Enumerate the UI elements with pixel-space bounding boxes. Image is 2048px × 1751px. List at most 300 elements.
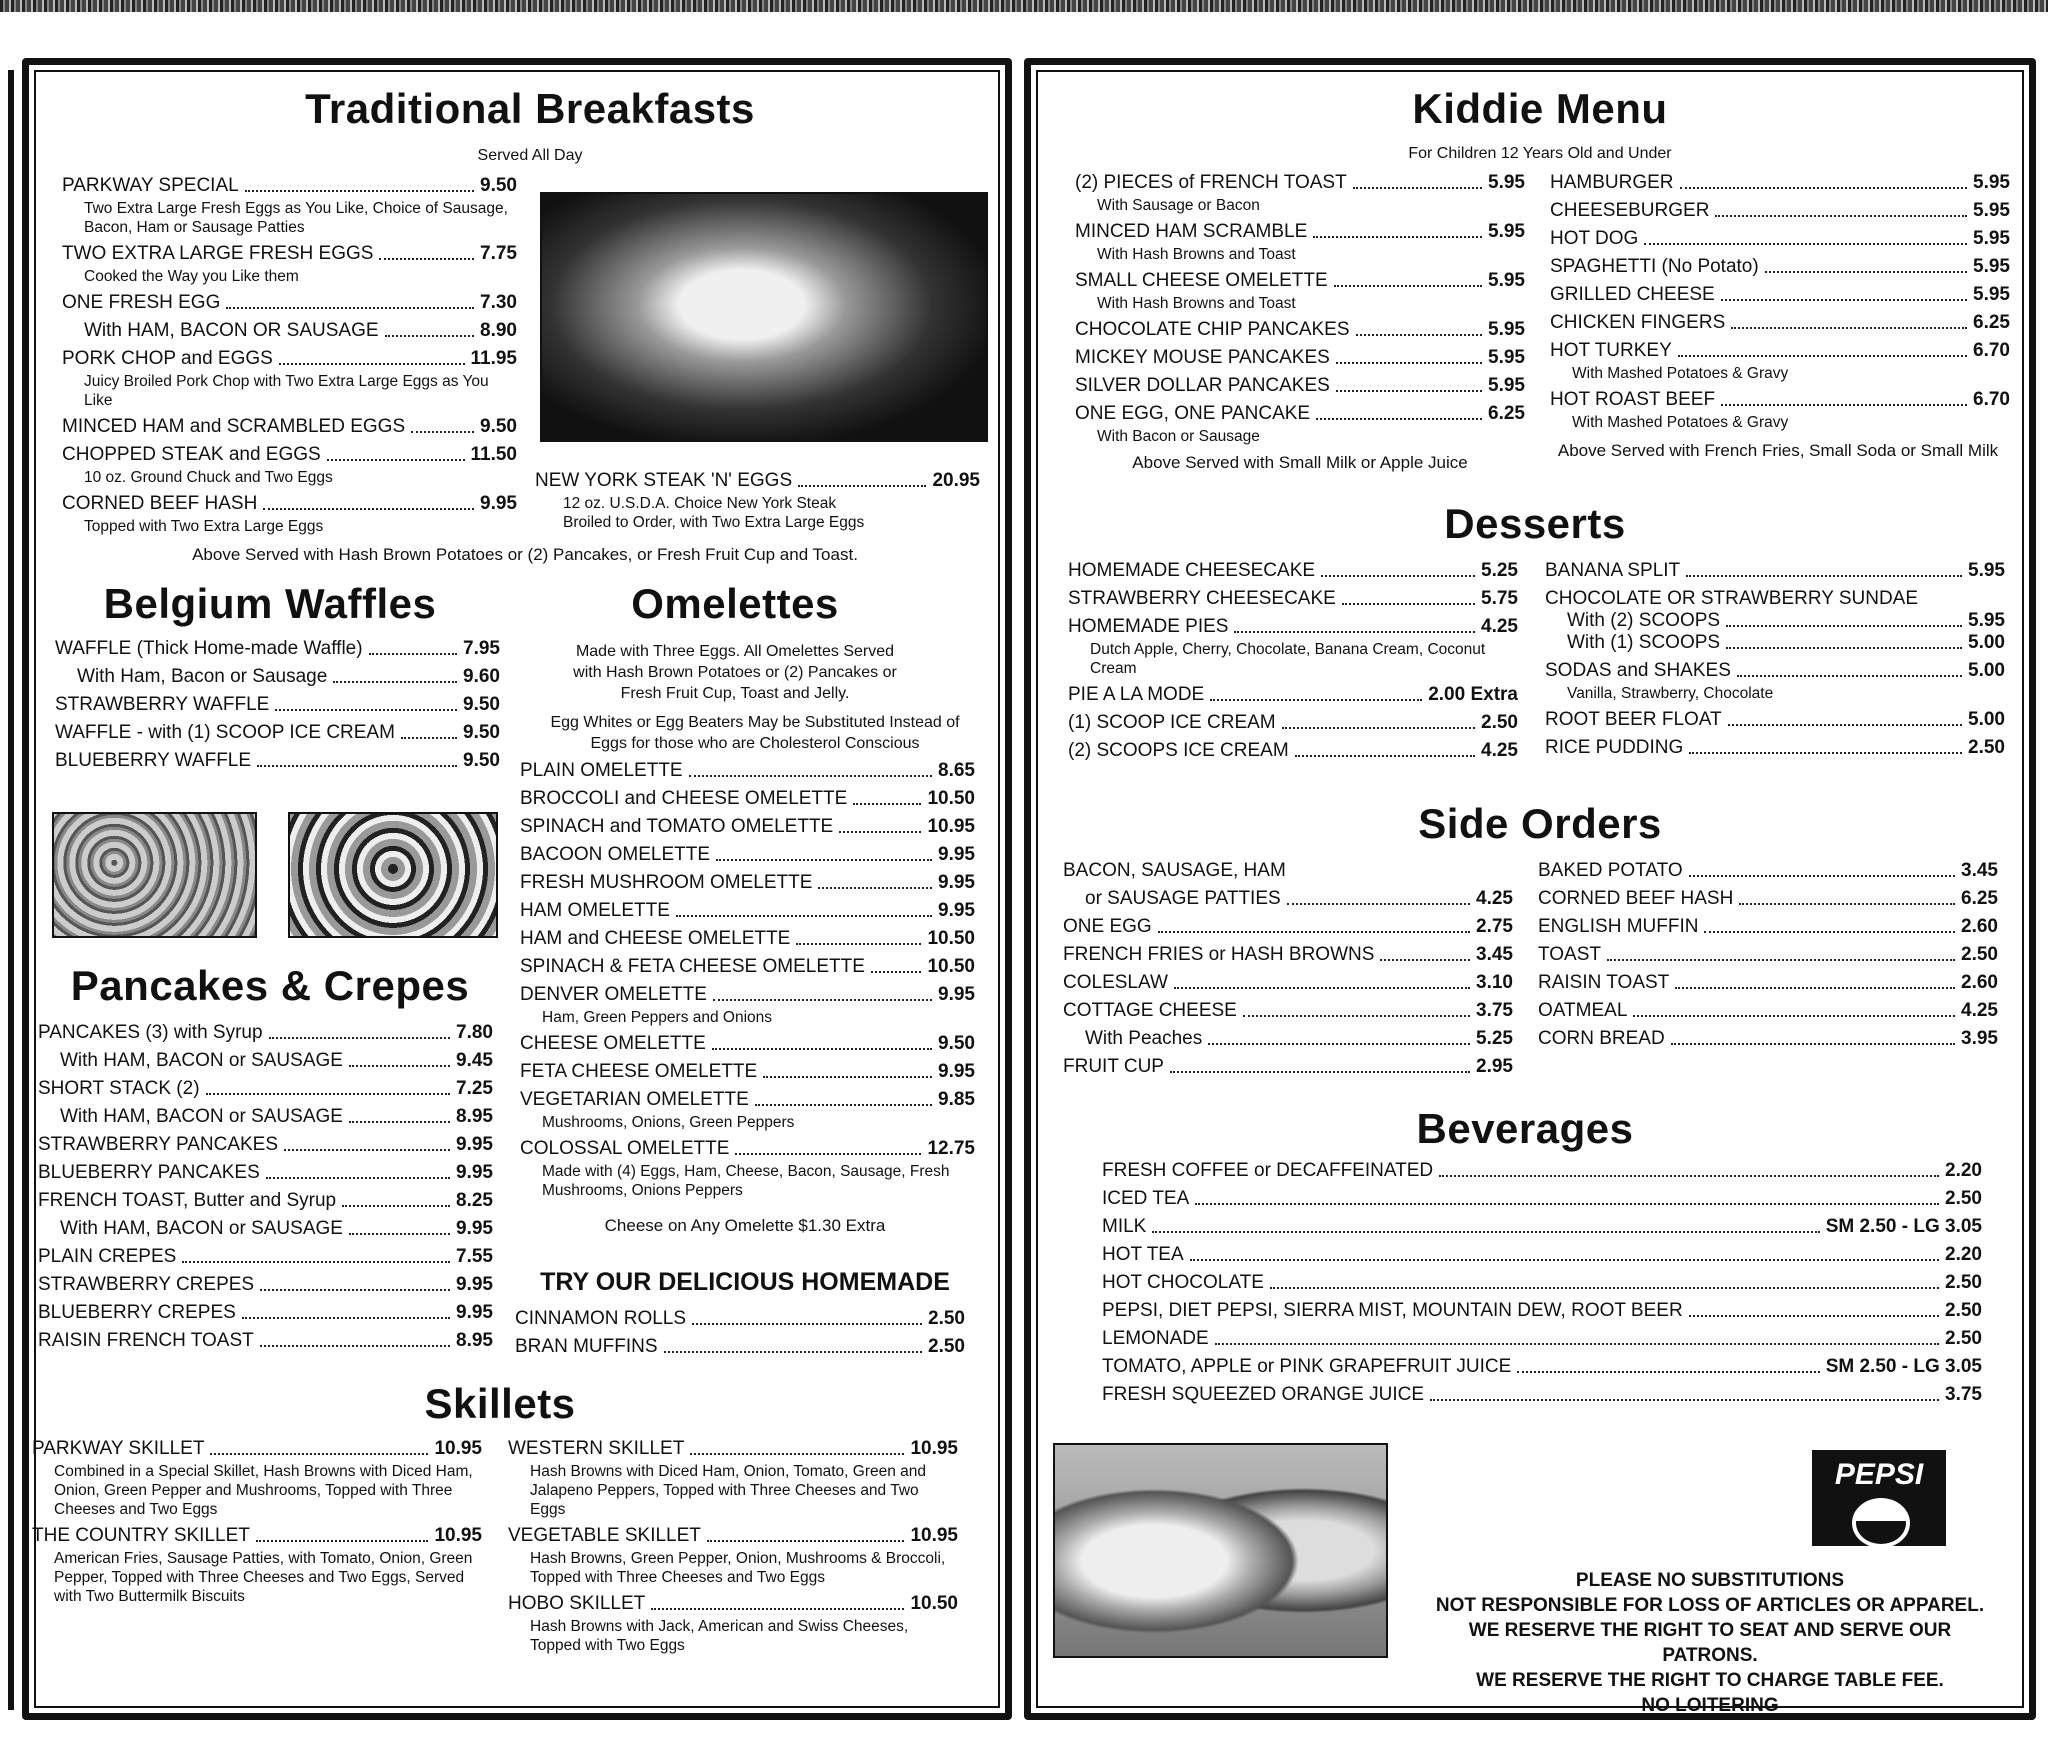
menu-item [520,984,975,1006]
item-price: 5.25 [1476,1028,1513,1049]
item-name: CHICKEN FINGERS [1550,312,1726,333]
menu-item [520,788,975,810]
item-price: 5.95 [1488,375,1525,396]
traditional-breakfasts-list [62,175,517,542]
item-name: COLOSSAL OMELETTE [520,1138,730,1159]
menu-item [55,694,500,716]
menu-item [38,1078,493,1100]
item-price: 3.45 [1476,944,1513,965]
item-price: 6.70 [1973,340,2010,361]
item-name: COTTAGE CHEESE [1063,1000,1237,1021]
scan-top-border [0,0,2048,12]
item-price: 7.25 [456,1078,493,1099]
item-price: 9.50 [463,694,500,715]
menu-item [1550,228,2010,250]
item-price: 5.95 [1488,221,1525,242]
served-all-day-note: Served All Day [477,147,583,164]
item-description: Topped with Two Extra Large Eggs [84,518,324,535]
item-price: 20.95 [932,470,980,491]
cinnamon-roll-photo [288,812,498,938]
notice-line: WE RESERVE THE RIGHT TO CHARGE TABLE FEE. [1476,1670,1944,1691]
item-price: 4.25 [1481,616,1518,637]
notice-line: NO LOITERING [1641,1695,1779,1716]
menu-item [515,1336,965,1358]
item-price: 6.25 [1488,403,1525,424]
item-name: SHORT STACK (2) [38,1078,200,1099]
item-price: 5.25 [1481,560,1518,581]
menu-item [1538,860,1998,882]
item-price: SM 2.50 - LG 3.05 [1825,1216,1982,1237]
menu-item [38,1302,493,1324]
homemade-heading: TRY OUR DELICIOUS HOMEMADE [540,1268,950,1296]
menu-item [38,1050,493,1072]
item-name: With Ham, Bacon or Sausage [77,666,328,687]
item-price: 4.25 [1961,1000,1998,1021]
item-price: 5.95 [1973,228,2010,249]
item-name: OATMEAL [1538,1000,1628,1021]
beverages-heading: Beverages [1416,1105,1634,1152]
item-name: FRENCH TOAST, Butter and Syrup [38,1190,337,1211]
item-name: BROCCOLI and CHEESE OMELETTE [520,788,848,809]
item-name: NEW YORK STEAK 'N' EGGS [535,470,793,491]
item-price: 3.10 [1476,972,1513,993]
item-price: 10.50 [927,788,975,809]
item-price: 8.90 [480,320,517,341]
item-name: VEGETABLE SKILLET [508,1525,701,1546]
item-price: 4.25 [1476,888,1513,909]
item-price: 9.85 [938,1089,975,1110]
menu-item [1538,1028,1998,1050]
menu-item [535,470,980,492]
desserts-right-list [1545,560,2005,765]
item-description: Vanilla, Strawberry, Chocolate [1567,685,1774,702]
notice-line: PLEASE NO SUBSTITUTIONS [1575,1570,1845,1591]
item-description: Cooked the Way you Like them [84,268,299,285]
item-description: Combined in a Special Skillet, Hash Browns with Diced Ham, Onion, Green Pepper and Mushrooms, Topped with Three Cheeses and Two Eggs [54,1463,473,1518]
item-name: PIE A LA MODE [1068,684,1205,705]
item-name: COLESLAW [1063,972,1168,993]
item-price: 5.95 [1488,319,1525,340]
menu-item [1063,916,1513,938]
item-price: 5.00 [1968,660,2005,681]
item-price: 9.50 [480,416,517,437]
item-name: With HAM, BACON OR SAUSAGE [84,320,379,341]
item-description: Ham, Green Peppers and Onions [542,1009,773,1026]
item-price: 2.50 [928,1336,965,1357]
pancakes-list [38,1022,493,1358]
item-price: SM 2.50 - LG 3.05 [1825,1356,1982,1377]
sides-left-list [1063,860,1513,1084]
menu-item [1075,172,1525,194]
menu-item [32,1438,482,1460]
item-name: STRAWBERRY CHEESECAKE [1068,588,1336,609]
item-price: 12.75 [927,1138,975,1159]
item-name: HOT ROAST BEEF [1550,389,1716,410]
item-price: 2.50 [928,1308,965,1329]
item-description: With Mashed Potatoes & Gravy [1572,414,1789,431]
item-price: 2.50 [1968,737,2005,758]
item-price: 7.80 [456,1022,493,1043]
menu-item [38,1022,493,1044]
menu-item [62,416,517,438]
item-name: THE COUNTRY SKILLET [32,1525,250,1546]
item-name: SPINACH and TOMATO OMELETTE [520,816,834,837]
item-price: 10.50 [927,956,975,977]
menu-item [508,1593,958,1615]
side-orders-heading: Side Orders [1418,800,1662,847]
desserts-heading: Desserts [1444,500,1626,547]
menu-item [1545,560,2005,582]
item-description: Hash Browns with Jack, American and Swiss Cheeses, Topped with Two Eggs [530,1618,909,1654]
sundae-two-scoops: With (2) SCOOPS 5.95 [1567,610,2005,631]
menu-item [1550,256,2010,278]
item-name: (1) SCOOP ICE CREAM [1068,712,1276,733]
item-name: ENGLISH MUFFIN [1538,916,1699,937]
menu-item [1102,1160,1982,1182]
item-name: SODAS and SHAKES [1545,660,1731,681]
item-name: DENVER OMELETTE [520,984,707,1005]
item-name: CHEESE OMELETTE [520,1033,706,1054]
item-name: RAISIN TOAST [1538,972,1670,993]
pepsi-logo: PEPSI [1812,1450,1946,1546]
item-name: With Peaches [1085,1028,1203,1049]
item-name: MICKEY MOUSE PANCAKES [1075,347,1330,368]
menu-item [62,444,517,466]
kiddie-menu-heading: Kiddie Menu [1412,85,1668,132]
item-name: TOMATO, APPLE or PINK GRAPEFRUIT JUICE [1102,1356,1512,1377]
menu-item [520,1033,975,1055]
item-name: PARKWAY SKILLET [32,1438,205,1459]
sides-right-list [1538,860,1998,1056]
skillets-left-list [32,1438,482,1612]
menu-item [520,844,975,866]
item-name: CINNAMON ROLLS [515,1308,687,1329]
item-price: 9.95 [456,1162,493,1183]
menu-item [1102,1384,1982,1406]
item-price: 2.50 [1945,1188,1982,1209]
omelettes-egg-whites-note: Egg Whites or Egg Beaters May be Substituted Instead of Eggs for those who are Cholesterol Conscious [550,714,960,752]
traditional-footnote: Above Served with Hash Brown Potatoes or (2) Pancakes, or Fresh Fruit Cup and Toast. [192,545,858,564]
item-name: BLUEBERRY WAFFLE [55,750,252,771]
item-price: 5.00 [1968,709,2005,730]
skillets-heading: Skillets [424,1380,576,1427]
item-name: MINCED HAM SCRAMBLE [1075,221,1308,242]
item-price: 10.95 [910,1525,958,1546]
menu-item [520,1061,975,1083]
item-name: With HAM, BACON or SAUSAGE [60,1106,343,1127]
menu-item [1075,270,1525,292]
item-price: 9.95 [938,900,975,921]
menu-item [1538,972,1998,994]
item-name: CHOCOLATE CHIP PANCAKES [1075,319,1350,340]
item-description: Hash Browns, Green Pepper, Onion, Mushrooms & Broccoli, Topped with Three Cheeses and Two Eggs [530,1550,946,1586]
item-price: 5.95 [1973,172,2010,193]
menu-item [520,900,975,922]
menu-item [55,638,500,660]
item-name: BACON, SAUSAGE, HAM [1063,860,1286,881]
menu-item [1538,944,1998,966]
item-price: 11.95 [470,348,517,369]
item-price: 5.95 [1488,270,1525,291]
menu-item [1538,888,1998,910]
cheese-extra-note: Cheese on Any Omelette $1.30 Extra [604,1216,886,1235]
item-name: HOT DOG [1550,228,1639,249]
menu-item [508,1438,958,1460]
menu-item [1075,347,1525,369]
item-price: 3.75 [1476,1000,1513,1021]
menu-item [1075,375,1525,397]
menu-item [1063,972,1513,994]
item-price: 5.95 [1968,560,2005,581]
item-price: 2.50 [1945,1300,1982,1321]
menu-item [520,956,975,978]
item-price: 5.95 [1488,172,1525,193]
item-name: FRUIT CUP [1063,1056,1164,1077]
menu-item [1063,860,1513,882]
item-name: PANCAKES (3) with Syrup [38,1022,263,1043]
menu-item [1550,340,2010,362]
item-price: 7.55 [456,1246,493,1267]
menu-item [1068,588,1518,610]
menu-item [38,1246,493,1268]
item-price: 3.45 [1961,860,1998,881]
item-price: 5.95 [1973,200,2010,221]
item-price: 10.50 [910,1593,958,1614]
menu-item [62,320,517,342]
menu-item [1550,200,2010,222]
item-name: CHOPPED STEAK and EGGS [62,444,321,465]
item-price: 9.95 [456,1302,493,1323]
item-description: American Fries, Sausage Patties, with Tomato, Onion, Green Pepper, Topped with Three Cheeses and Two Eggs, Served with Two Buttermilk Biscuits [54,1550,473,1605]
adjacent-page-edge [0,70,14,1710]
menu-item [520,1138,975,1160]
item-price: 2.20 [1945,1160,1982,1181]
beverages-list [1102,1160,1982,1412]
belgium-waffles-heading: Belgium Waffles [103,580,437,627]
item-price: 9.95 [938,872,975,893]
item-name: PLAIN CREPES [38,1246,177,1267]
homemade-list [515,1308,965,1364]
item-name: STRAWBERRY PANCAKES [38,1134,279,1155]
item-price: 9.50 [463,750,500,771]
item-name: FRESH SQUEEZED ORANGE JUICE [1102,1384,1424,1405]
menu-item [520,1089,975,1111]
breakfast-plate-photo [540,192,988,442]
menu-item [1538,916,1998,938]
item-name: STRAWBERRY CREPES [38,1274,255,1295]
item-price: 9.50 [480,175,517,196]
item-name: HAM OMELETTE [520,900,670,921]
item-name: BLUEBERRY CREPES [38,1302,236,1323]
menu-item [1550,284,2010,306]
item-price: 8.25 [456,1190,493,1211]
menu-item [508,1525,958,1547]
menu-item [38,1218,493,1240]
menu-item [1075,319,1525,341]
item-price: 5.95 [1488,347,1525,368]
menu-item [1102,1272,1982,1294]
item-name: CORNED BEEF HASH [62,493,258,514]
item-price: 2.75 [1476,916,1513,937]
menu-item [1538,1000,1998,1022]
item-name: ONE FRESH EGG [62,292,221,313]
menu-item [520,928,975,950]
item-name: PORK CHOP and EGGS [62,348,273,369]
menu-item [1102,1328,1982,1350]
item-price: 7.95 [463,638,500,659]
item-price: 2.50 [1945,1272,1982,1293]
item-price: 8.65 [938,760,975,781]
item-price: 9.45 [456,1050,493,1071]
kiddie-left-note: Above Served with Small Milk or Apple Juice [1132,453,1468,472]
item-price: 10.95 [434,1525,482,1546]
kiddie-right-note: Above Served with French Fries, Small Soda or Small Milk [1557,441,1999,460]
item-price: 9.50 [938,1033,975,1054]
item-price: 2.60 [1961,972,1998,993]
menu-item [1068,740,1518,762]
item-price: 2.50 [1945,1328,1982,1349]
item-name: CORNED BEEF HASH [1538,888,1734,909]
item-name: PEPSI, DIET PEPSI, SIERRA MIST, MOUNTAIN DEW, ROOT BEER [1102,1300,1683,1321]
menu-item [1102,1356,1982,1378]
item-name: WAFFLE - with (1) SCOOP ICE CREAM [55,722,395,743]
menu-item [62,348,517,370]
item-price: 9.95 [480,493,517,514]
item-description: Two Extra Large Fresh Eggs as You Like, Choice of Sausage, Bacon, Ham or Sausage Patties [84,200,508,236]
menu-item [55,666,500,688]
item-description: Mushrooms, Onions, Green Peppers [542,1114,795,1131]
item-name: FRESH MUSHROOM OMELETTE [520,872,813,893]
menu-item [1550,389,2010,411]
item-name: GRILLED CHEESE [1550,284,1715,305]
item-name: CORN BREAD [1538,1028,1665,1049]
item-price: 10.95 [927,816,975,837]
menu-item [1102,1244,1982,1266]
item-price: 9.95 [938,844,975,865]
item-price: 10.95 [434,1438,482,1459]
kiddie-left-list [1075,172,1525,452]
item-price: 3.75 [1945,1384,1982,1405]
item-price: 9.95 [456,1274,493,1295]
item-price: 2.95 [1476,1056,1513,1077]
item-name: HOT TURKEY [1550,340,1672,361]
item-name: HAM and CHEESE OMELETTE [520,928,791,949]
menu-item [38,1134,493,1156]
notice-line: WE RESERVE THE RIGHT TO SEAT AND SERVE OUR PATRONS. [1468,1620,1952,1666]
item-price: 2.00 Extra [1428,684,1518,705]
item-name: CHEESEBURGER [1550,200,1710,221]
item-name: SPINACH & FETA CHEESE OMELETTE [520,956,865,977]
item-name: With HAM, BACON or SAUSAGE [60,1218,343,1239]
item-name: HOMEMADE CHEESECAKE [1068,560,1316,581]
item-price: 6.70 [1973,389,2010,410]
item-name: FRENCH FRIES or HASH BROWNS [1063,944,1375,965]
item-description: With Sausage or Bacon [1097,197,1260,214]
item-name: TWO EXTRA LARGE FRESH EGGS [62,243,374,264]
item-description: With Mashed Potatoes & Gravy [1572,365,1789,382]
menu-item [62,292,517,314]
item-price: 5.95 [1973,256,2010,277]
item-name: SPAGHETTI (No Potato) [1550,256,1759,277]
item-name: RAISIN FRENCH TOAST [38,1330,254,1351]
menu-item [1063,944,1513,966]
item-name: HOMEMADE PIES [1068,616,1229,637]
item-description: Dutch Apple, Cherry, Chocolate, Banana Cream, Coconut Cream [1090,641,1486,677]
item-name: HOT CHOCOLATE [1102,1272,1264,1293]
menu-item [1063,888,1513,910]
item-name: FRESH COFFEE or DECAFFEINATED [1102,1160,1434,1181]
item-price: 5.95 [1973,284,2010,305]
item-price: 9.60 [463,666,500,687]
item-name: TOAST [1538,944,1601,965]
item-name: With HAM, BACON or SAUSAGE [60,1050,343,1071]
menu-item [1545,709,2005,731]
item-price: 9.95 [456,1218,493,1239]
item-name: RICE PUDDING [1545,737,1684,758]
item-description: Hash Browns with Diced Ham, Onion, Tomato, Green and Jalapeno Peppers, Topped with Three Cheeses and Two Eggs [530,1463,927,1518]
menu-item [520,760,975,782]
menu-item [1063,1000,1513,1022]
item-name: HAMBURGER [1550,172,1674,193]
menu-item [1068,616,1518,638]
item-description: Made with (4) Eggs, Ham, Cheese, Bacon, Sausage, Fresh Mushrooms, Onions Peppers [542,1163,950,1199]
house-rules-notice [1420,1568,2000,1718]
desserts-left-list [1068,560,1518,768]
menu-item [62,175,517,197]
menu-item [1545,737,2005,759]
skillets-right-list [508,1438,958,1661]
item-name: BACOON OMELETTE [520,844,711,865]
item-price: 10.50 [927,928,975,949]
item-name: SILVER DOLLAR PANCAKES [1075,375,1330,396]
menu-item [520,816,975,838]
menu-item [520,872,975,894]
omelettes-intro: Made with Three Eggs. All Omelettes Served with Hash Brown Potatoes or (2) Pancakes or Fresh Fruit Cup, Toast and Jelly. [573,643,897,702]
item-price: 9.95 [938,984,975,1005]
item-price: 7.75 [480,243,517,264]
item-description: 12 oz. U.S.D.A. Choice New York Steak Broiled to Order, with Two Extra Large Eggs [563,495,865,531]
item-name: or SAUSAGE PATTIES [1085,888,1281,909]
menu-item [1068,712,1518,734]
item-name: ROOT BEER FLOAT [1545,709,1722,730]
menu-item [1075,221,1525,243]
item-price: 2.20 [1945,1244,1982,1265]
item-price: 3.95 [1961,1028,1998,1049]
menu-item [1063,1028,1513,1050]
kiddie-right-list [1550,172,2010,438]
item-price: 5.75 [1481,588,1518,609]
drinks-photo [1053,1443,1388,1658]
item-name: BAKED POTATO [1538,860,1683,881]
pancakes-crepes-heading: Pancakes & Crepes [70,962,470,1009]
waffles-list [55,638,500,778]
item-name: HOT TEA [1102,1244,1184,1265]
item-description: With Bacon or Sausage [1097,428,1260,445]
sundae-item: CHOCOLATE OR STRAWBERRY SUNDAE [1545,588,1919,609]
item-description: 10 oz. Ground Chuck and Two Eggs [84,469,333,486]
item-name: ONE EGG, ONE PANCAKE [1075,403,1311,424]
item-name: WAFFLE (Thick Home-made Waffle) [55,638,363,659]
item-price: 2.50 [1481,712,1518,733]
item-name: ICED TEA [1102,1188,1190,1209]
menu-item [55,722,500,744]
item-description: With Hash Browns and Toast [1097,295,1296,312]
item-price: 7.30 [480,292,517,313]
item-name: ONE EGG [1063,916,1152,937]
notice-line: NOT RESPONSIBLE FOR LOSS OF ARTICLES OR APPAREL. [1435,1595,1985,1616]
menu-item [38,1330,493,1352]
sundae-one-scoop: With (1) SCOOPS 5.00 [1567,632,2005,653]
